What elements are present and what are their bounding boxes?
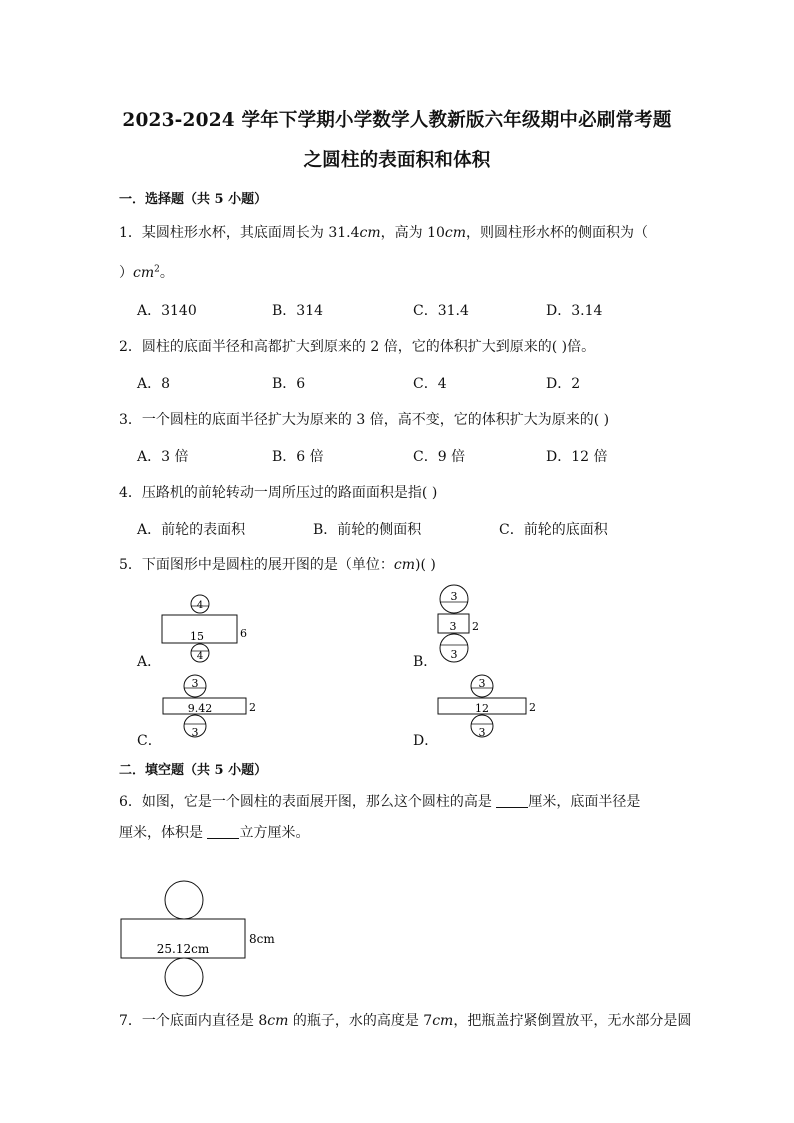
q2-option-c[interactable]: C．4 <box>413 376 447 392</box>
q5-unit: cm <box>393 557 416 573</box>
q6-line1-b: 厘米，底面半径是 <box>528 794 641 810</box>
q7-text-a: 7．一个底面内直径是 8 <box>119 1013 268 1029</box>
q2-option-b[interactable]: B．6 <box>272 376 306 392</box>
fig-d-side-label: 2 <box>529 701 536 714</box>
q3-option-c[interactable]: C．9 倍 <box>413 449 466 465</box>
q3-option-d[interactable]: D．12 倍 <box>546 449 608 465</box>
q1-line2-b: 。 <box>159 265 174 281</box>
fig-b-side-label: 2 <box>472 620 479 633</box>
q2-option-a[interactable]: A．8 <box>137 376 171 392</box>
q5-text-b: )( ) <box>415 557 436 573</box>
fig-d-bottom-circle-label: 3 <box>478 726 486 739</box>
q3-option-a[interactable]: A．3 倍 <box>137 449 189 465</box>
q1-line2-unit: cm <box>133 265 155 281</box>
question-7 <box>119 1010 691 1030</box>
fig-a-top-circle-label: 4 <box>196 600 204 611</box>
q7-text-b: 的瓶子，水的高度是 7 <box>288 1013 433 1029</box>
fig-a-side-label: 6 <box>240 627 247 640</box>
question-3: 3．一个圆柱的底面半径扩大为原来的 3 倍，高不变，它的体积扩大为原来的( ) <box>119 412 610 428</box>
question-6-line2 <box>119 822 309 842</box>
q5-option-c[interactable]: C． <box>137 733 162 749</box>
q4-option-c[interactable]: C．前轮的底面积 <box>499 522 608 538</box>
q7-unit2: cm <box>432 1013 454 1029</box>
q4-option-b[interactable]: B．前轮的侧面积 <box>313 522 422 538</box>
q5-figure-c <box>158 674 268 748</box>
q1-text-b: ，高为 10 <box>380 225 445 241</box>
q1-option-a[interactable]: A．3140 <box>137 303 197 319</box>
fig-c-side-label: 2 <box>249 701 256 714</box>
fig-b-bottom-circle-label: 3 <box>450 648 458 661</box>
question-4: 4．压路机的前轮转动一周所压过的路面面积是指( ) <box>119 485 438 501</box>
fig-d-top-circle-label: 3 <box>478 677 486 690</box>
q1-unit2: cm <box>444 225 467 241</box>
q6-figure <box>118 878 288 1004</box>
fig-a-rect-label: 15 <box>190 630 204 643</box>
q1-option-c[interactable]: C．31.4 <box>413 303 469 319</box>
fig-c-top-circle-label: 3 <box>191 677 199 690</box>
q5-option-a[interactable]: A． <box>137 654 162 670</box>
question-1-line2 <box>119 262 174 282</box>
fig-c-rect-label: 9.42 <box>187 702 213 715</box>
question-1 <box>119 222 648 242</box>
q6-fig-rect-label: 25.12cm <box>156 942 210 956</box>
q1-unit1: cm <box>359 225 381 241</box>
q2-option-d[interactable]: D．2 <box>546 376 581 392</box>
q1-option-d[interactable]: D．3.14 <box>546 303 603 319</box>
page-subtitle: 之圆柱的表面积和体积 <box>303 150 491 171</box>
q5-figure-a <box>155 594 265 670</box>
q1-line2-a: ） <box>119 265 133 281</box>
section-heading-fill: 二．填空题（共 5 小题） <box>119 763 268 778</box>
q5-option-b[interactable]: B． <box>413 654 438 670</box>
question-5 <box>119 554 436 574</box>
section-heading-choice: 一．选择题（共 5 小题） <box>119 192 268 207</box>
q3-option-b[interactable]: B．6 倍 <box>272 449 324 465</box>
q5-figure-d <box>434 674 549 748</box>
q5-option-d[interactable]: D． <box>413 733 439 749</box>
fig-a-bottom-circle-label: 4 <box>196 651 204 662</box>
page-title: 2023-2024 学年下学期小学数学人教新版六年级期中必刷常考题 <box>122 110 672 131</box>
q1-option-b[interactable]: B．314 <box>272 303 324 319</box>
q5-text-a: 5．下面图形中是圆柱的展开图的是（单位： <box>119 557 394 573</box>
question-6 <box>119 791 640 811</box>
q5-figure-b <box>430 584 500 670</box>
fig-d-rect-label: 12 <box>475 702 489 715</box>
fig-b-top-circle-label: 3 <box>450 590 458 603</box>
q6-line2-a: 厘米，体积是 <box>119 825 208 841</box>
fig-b-rect-label: 3 <box>449 620 457 633</box>
q6-fig-side-label: 8cm <box>249 932 275 946</box>
q1-line2-sup: 2 <box>154 264 160 275</box>
q4-option-a[interactable]: A．前轮的表面积 <box>137 522 246 538</box>
question-2: 2．圆柱的底面半径和高都扩大到原来的 2 倍，它的体积扩大到原来的( )倍。 <box>119 339 596 355</box>
q7-unit1: cm <box>267 1013 289 1029</box>
q6-blank-height[interactable] <box>496 793 528 808</box>
q1-text-a: 1．某圆柱形水杯，其底面周长为 31.4 <box>119 225 360 241</box>
q7-text-c: ，把瓶盖拧紧倒置放平，无水部分是圆 <box>453 1013 692 1029</box>
q6-line1-a: 6．如图，它是一个圆柱的表面展开图，那么这个圆柱的高是 <box>119 794 497 810</box>
q6-line2-b: 立方厘米。 <box>239 825 310 841</box>
fig-c-bottom-circle-label: 3 <box>191 726 199 739</box>
q6-blank-volume[interactable] <box>207 824 239 839</box>
q1-text-c: ，则圆柱形水杯的侧面积为（ <box>466 225 649 241</box>
